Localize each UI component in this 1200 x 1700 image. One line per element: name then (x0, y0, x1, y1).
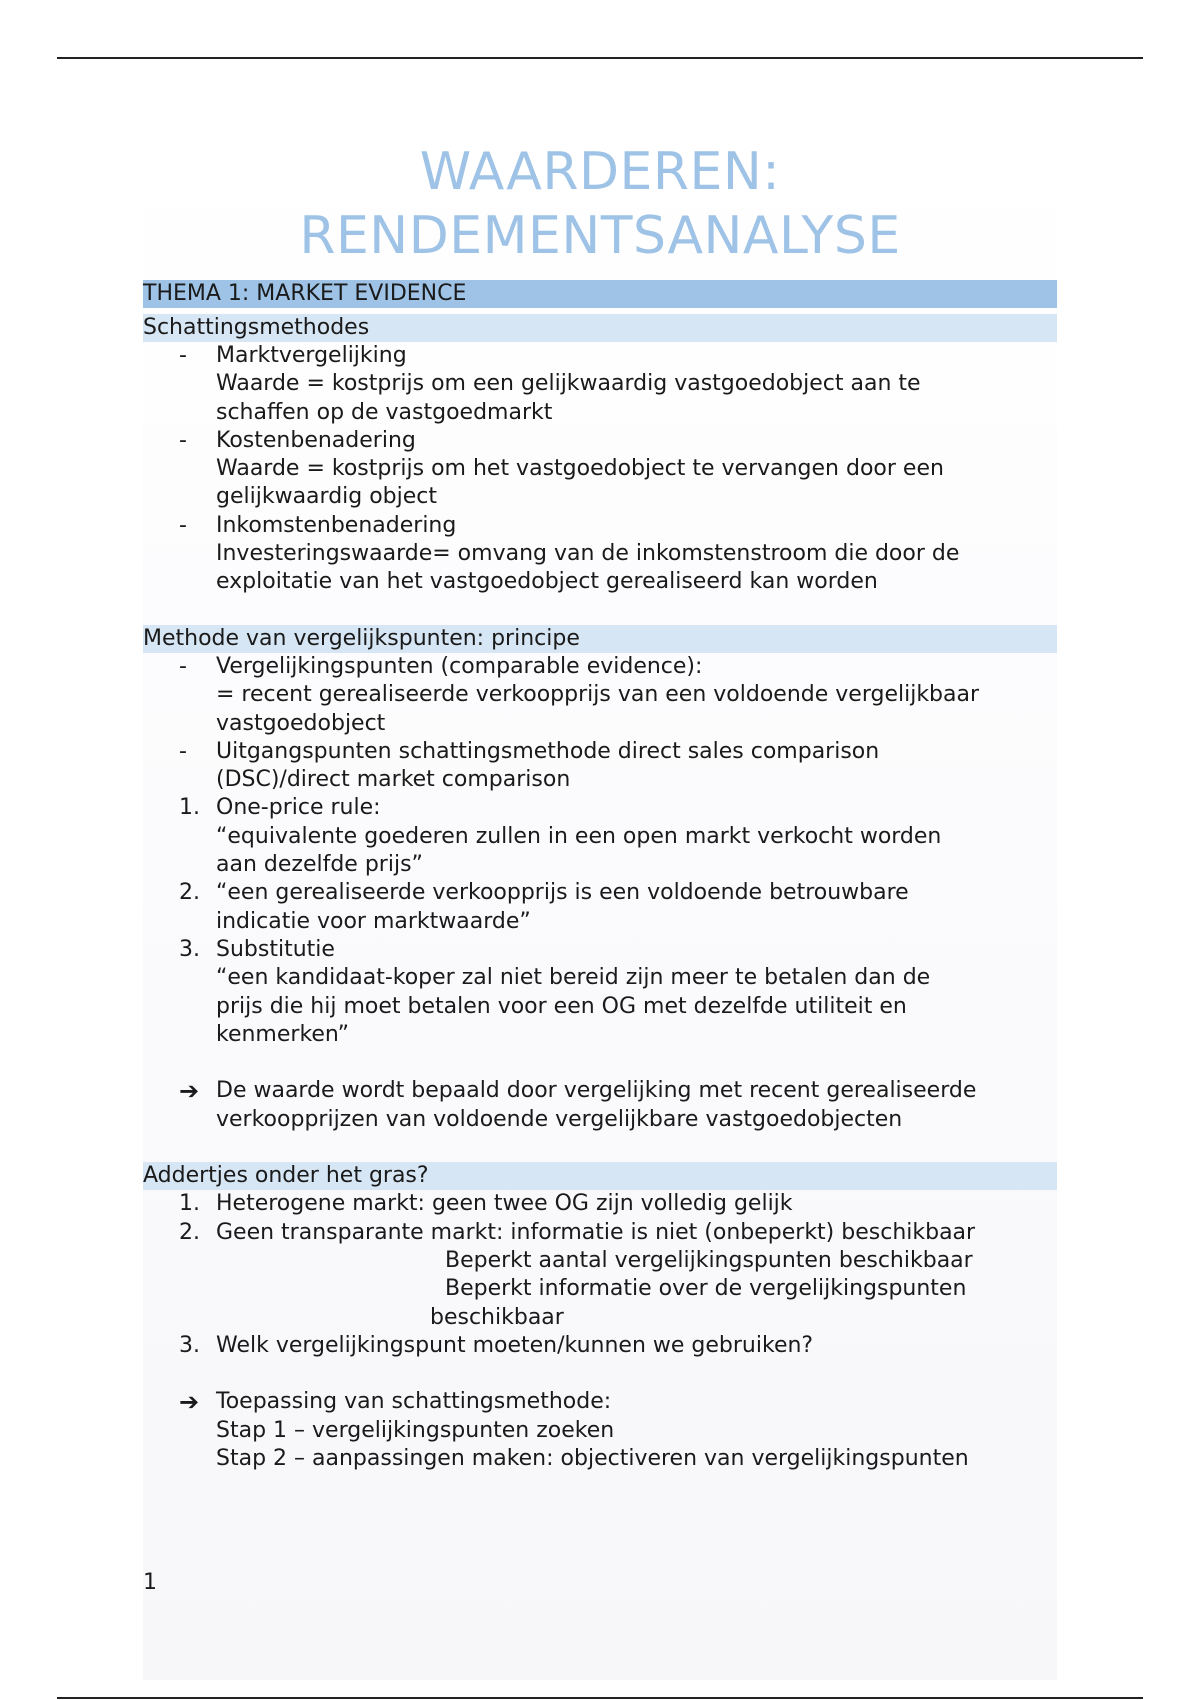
numbered-item (143, 936, 1057, 1049)
footer-rule (57, 1697, 1143, 1699)
sub-line: Beperkt informatie over de vergelijkingspunten (445, 1276, 967, 1302)
item-line: Kostenbenadering (216, 427, 416, 453)
arrow-right-icon: ➔ (179, 1077, 200, 1106)
item-line: prijs die hij moet betalen voor een OG met dezelfde utiliteit en (216, 993, 907, 1019)
number-marker: 3. (179, 1332, 200, 1358)
number-marker: 2. (179, 1219, 200, 1245)
numbered-item (143, 794, 1057, 879)
number-marker: 1. (179, 1191, 200, 1217)
item-line: De waarde wordt bepaald door vergelijking met recent gerealiseerde (216, 1078, 977, 1104)
item-line: Heterogene markt: geen twee OG zijn volledig gelijk (216, 1191, 793, 1217)
item-line: Vergelijkingspunten (comparable evidence): (216, 653, 703, 679)
title-line-1: WAARDEREN: (419, 142, 781, 202)
item-line: Toepassing van schattingsmethode: (216, 1389, 612, 1415)
item-line: schaffen op de vastgoedmarkt (216, 399, 553, 425)
list-item (143, 512, 1057, 597)
spacer (143, 597, 1057, 625)
numbered-item (143, 1219, 1057, 1247)
item-line: Welk vergelijkingspunt moeten/kunnen we gebruiken? (216, 1332, 814, 1358)
item-line: Investeringswaarde= omvang van de inkomstenstroom die door de (216, 541, 960, 567)
item-line: “een kandidaat-koper zal niet bereid zijn meer te betalen dan de (216, 965, 931, 991)
spacer (143, 1360, 1057, 1388)
title-line-2: RENDEMENTSANALYSE (299, 206, 901, 266)
bullet-marker: - (179, 427, 187, 453)
bullet-marker: - (179, 653, 187, 679)
section-schattingsmethodes (143, 342, 1057, 625)
number-marker: 1. (179, 795, 200, 821)
item-line: vastgoedobject (216, 710, 386, 736)
numbered-item (143, 1190, 1057, 1218)
item-line: gelijkwaardig object (216, 484, 438, 510)
item-line: Inkomstenbenadering (216, 512, 457, 538)
spacer (143, 1134, 1057, 1162)
spacer (143, 1049, 1057, 1077)
number-marker: 3. (179, 936, 200, 962)
page-title (143, 140, 1057, 268)
item-line: exploitatie van het vastgoedobject gerealiseerd kan worden (216, 569, 878, 595)
item-line: Stap 1 – vergelijkingspunten zoeken (216, 1417, 615, 1443)
item-line: Waarde = kostprijs om een gelijkwaardig vastgoedobject aan te (216, 371, 921, 397)
numbered-item (143, 1332, 1057, 1360)
item-line: aan dezelfde prijs” (216, 852, 423, 878)
item-line: “een gerealiseerde verkoopprijs is een voldoende betrouwbare (216, 880, 909, 906)
item-line: Marktvergelijking (216, 343, 407, 368)
bullet-marker: - (179, 738, 187, 764)
conclusion-item (143, 1388, 1057, 1473)
item-line: One-price rule: (216, 795, 381, 821)
section-addertjes (143, 1190, 1057, 1473)
list-item (143, 738, 1057, 795)
list-item (143, 427, 1057, 512)
page-number: 1 (143, 1570, 157, 1595)
theme-heading: THEMA 1: MARKET EVIDENCE (143, 280, 1057, 308)
arrow-right-icon: ➔ (179, 1388, 200, 1417)
item-line: Waarde = kostprijs om het vastgoedobject te vervangen door een (216, 456, 944, 482)
section-heading-schattingsmethodes: Schattingsmethodes (143, 314, 1057, 342)
numbered-item (143, 879, 1057, 936)
sub-line: beschikbaar (430, 1304, 564, 1330)
list-item (143, 653, 1057, 738)
item-line: verkoopprijzen van voldoende vergelijkbare vastgoedobjecten (216, 1106, 903, 1132)
item-line: kenmerken” (216, 1021, 350, 1047)
item-line: indicatie voor marktwaarde” (216, 908, 531, 934)
item-line: Geen transparante markt: informatie is niet (onbeperkt) beschikbaar (216, 1219, 976, 1245)
section-heading-addertjes: Addertjes onder het gras? (143, 1162, 1057, 1190)
page-content (143, 140, 1057, 1680)
bullet-marker: - (179, 343, 187, 368)
bullet-marker: - (179, 512, 187, 538)
section-heading-vergelijkspunten: Methode van vergelijkspunten: principe (143, 625, 1057, 653)
number-marker: 2. (179, 880, 200, 906)
item-line: (DSC)/direct market comparison (216, 767, 571, 793)
item-line: Uitgangspunten schattingsmethode direct sales comparison (216, 738, 880, 764)
item-line: Stap 2 – aanpassingen maken: objectiveren van vergelijkingspunten (216, 1445, 969, 1471)
item-line: = recent gerealiseerde verkoopprijs van een voldoende vergelijkbaar (216, 682, 980, 708)
item-line: Substitutie (216, 936, 335, 962)
sub-line: Beperkt aantal vergelijkingspunten beschikbaar (445, 1247, 973, 1273)
conclusion-item (143, 1077, 1057, 1134)
header-rule (57, 57, 1143, 59)
item-line: “equivalente goederen zullen in een open markt verkocht worden (216, 823, 942, 849)
section-vergelijkspunten (143, 653, 1057, 1162)
list-item (143, 342, 1057, 427)
